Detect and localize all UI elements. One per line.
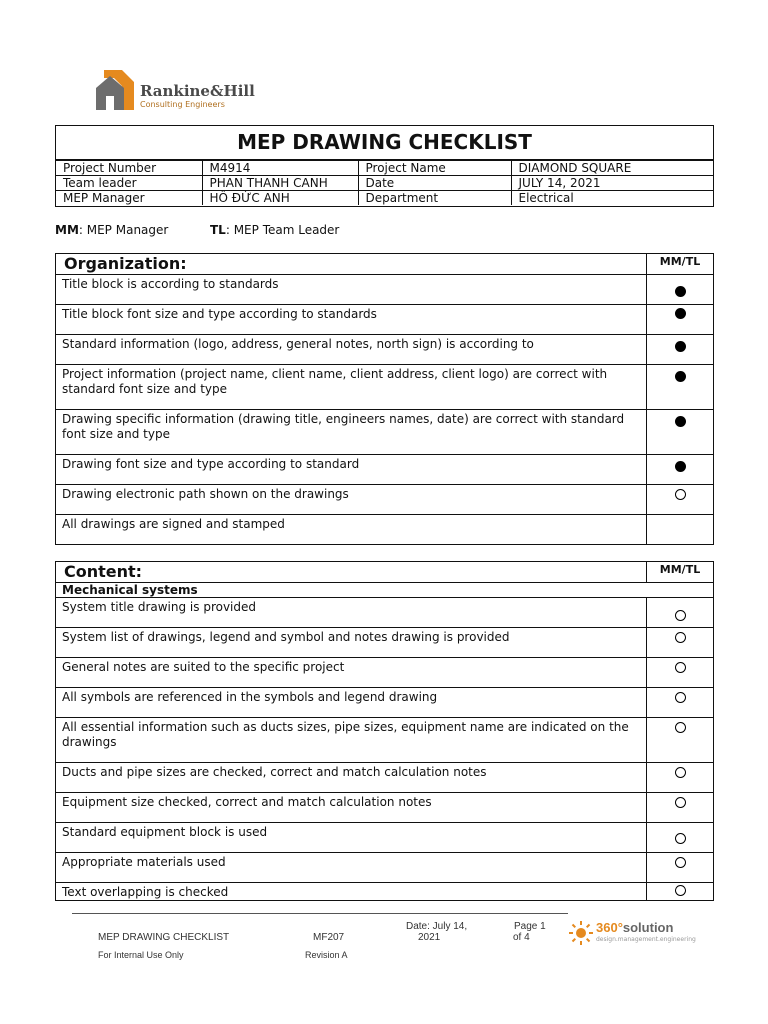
empty-circle-icon (675, 885, 686, 896)
content-header-row (56, 562, 714, 583)
footer-page-label: Page 1 (514, 921, 546, 932)
label-mep-manager: MEP Manager (56, 191, 202, 206)
role-legend (55, 223, 339, 237)
organization-table (55, 253, 714, 545)
legend-tl-text: : MEP Team Leader (225, 223, 340, 237)
footer-revision: Revision A (305, 950, 348, 960)
footer-page-of: of 4 (513, 932, 530, 943)
checklist-row (56, 515, 714, 545)
status-cell[interactable] (647, 718, 714, 763)
project-info-row (56, 161, 713, 176)
brand-word: solution (622, 920, 674, 935)
checklist-item-text: All essential information such as ducts sizes, pipe sizes, equipment name are indicated on the drawings (56, 718, 647, 763)
checklist-row (56, 305, 714, 335)
content-table (55, 561, 714, 901)
legend-tl-abbr: TL (210, 223, 226, 237)
footer-doc-title: MEP DRAWING CHECKLIST (98, 932, 230, 943)
empty-circle-icon (675, 833, 686, 844)
status-cell[interactable] (647, 455, 714, 485)
organization-title: Organization: (56, 254, 647, 275)
status-cell[interactable] (647, 853, 714, 883)
legend-mm-abbr: MM (55, 223, 79, 237)
label-project-name: Project Name (358, 161, 511, 176)
checklist-row (56, 275, 714, 305)
status-cell[interactable] (647, 883, 714, 901)
checklist-row (56, 598, 714, 628)
empty-circle-icon (675, 632, 686, 643)
status-cell[interactable] (647, 275, 714, 305)
empty-circle-icon (675, 722, 686, 733)
status-cell[interactable] (647, 823, 714, 853)
checklist-item-text: System list of drawings, legend and symbol and notes drawing is provided (56, 628, 647, 658)
checklist-row (56, 853, 714, 883)
status-cell[interactable] (647, 365, 714, 410)
solution-brand-tagline: design.management.engineering (596, 936, 696, 943)
checklist-row (56, 485, 714, 515)
checklist-item-text: Title block is according to standards (56, 275, 647, 305)
label-project-number: Project Number (56, 161, 202, 176)
empty-circle-icon (675, 692, 686, 703)
checklist-item-text: Project information (project name, client name, client address, client logo) are correct with standard font size and type (56, 365, 647, 410)
filled-circle-icon (675, 461, 686, 472)
status-cell[interactable] (647, 410, 714, 455)
value-mep-manager: HỒ ĐỨC ANH (202, 191, 358, 206)
checklist-item-text: General notes are suited to the specific project (56, 658, 647, 688)
checklist-item-text: All symbols are referenced in the symbols and legend drawing (56, 688, 647, 718)
checklist-row (56, 365, 714, 410)
checklist-row (56, 718, 714, 763)
label-date: Date (358, 176, 511, 191)
value-department: Electrical (511, 191, 713, 206)
filled-circle-icon (675, 341, 686, 352)
footer-date-label: Date: July 14, (406, 921, 468, 932)
checklist-row (56, 823, 714, 853)
project-info-table (56, 160, 713, 205)
company-tagline: Consulting Engineers (140, 100, 225, 109)
checklist-row (56, 335, 714, 365)
checklist-item-text: Equipment size checked, correct and match calculation notes (56, 793, 647, 823)
filled-circle-icon (675, 286, 686, 297)
checklist-item-text: System title drawing is provided (56, 598, 647, 628)
checklist-item-text: Ducts and pipe sizes are checked, correct and match calculation notes (56, 763, 647, 793)
house-logo-icon (96, 70, 136, 112)
footer-internal: For Internal Use Only (98, 950, 184, 960)
value-project-name: DIAMOND SQUARE (511, 161, 713, 176)
checklist-item-text: Title block font size and type according to standards (56, 305, 647, 335)
status-cell[interactable] (647, 515, 714, 545)
label-department: Department (358, 191, 511, 206)
company-name: Rankine&Hill (140, 82, 255, 100)
organization-header-row (56, 254, 714, 275)
checklist-row (56, 658, 714, 688)
subsection-row (56, 583, 714, 598)
brand-number: 360° (596, 920, 623, 935)
checklist-item-text: Appropriate materials used (56, 853, 647, 883)
status-cell[interactable] (647, 793, 714, 823)
organization-col-header: MM/TL (647, 254, 714, 275)
status-cell[interactable] (647, 688, 714, 718)
empty-circle-icon (675, 489, 686, 500)
checklist-row (56, 628, 714, 658)
status-cell[interactable] (647, 763, 714, 793)
checklist-item-text: Drawing electronic path shown on the drawings (56, 485, 647, 515)
checklist-item-text: Drawing font size and type according to standard (56, 455, 647, 485)
footer-divider (72, 913, 568, 914)
empty-circle-icon (675, 797, 686, 808)
empty-circle-icon (675, 662, 686, 673)
checklist-row (56, 688, 714, 718)
empty-circle-icon (675, 857, 686, 868)
solution-brand (566, 918, 706, 948)
checklist-item-text: Standard information (logo, address, general notes, north sign) is according to (56, 335, 647, 365)
solution-brand-name (596, 920, 673, 935)
filled-circle-icon (675, 371, 686, 382)
empty-circle-icon (675, 767, 686, 778)
checklist-header (55, 125, 714, 207)
checklist-item-text: Drawing specific information (drawing title, engineers names, date) are correct with standard font size and type (56, 410, 647, 455)
footer-date-year: 2021 (418, 932, 441, 943)
project-info-row (56, 176, 713, 191)
checklist-item-text: Standard equipment block is used (56, 823, 647, 853)
checklist-row (56, 793, 714, 823)
status-cell[interactable] (647, 598, 714, 628)
value-project-number: M4914 (202, 161, 358, 176)
status-cell[interactable] (647, 658, 714, 688)
footer-doc-code: MF207 (313, 932, 345, 943)
content-col-header: MM/TL (647, 562, 714, 583)
status-cell[interactable] (647, 305, 714, 335)
checklist-item-text: All drawings are signed and stamped (56, 515, 647, 545)
page-title: MEP DRAWING CHECKLIST (56, 126, 713, 160)
value-team-leader: PHAN THANH CANH (202, 176, 358, 191)
checklist-row (56, 883, 714, 901)
status-cell[interactable] (647, 628, 714, 658)
filled-circle-icon (675, 308, 686, 319)
empty-circle-icon (675, 610, 686, 621)
status-cell[interactable] (647, 335, 714, 365)
label-team-leader: Team leader (56, 176, 202, 191)
checklist-row (56, 455, 714, 485)
checklist-row (56, 410, 714, 455)
status-cell[interactable] (647, 485, 714, 515)
legend-mm-text: : MEP Manager (78, 223, 169, 237)
project-info-row (56, 191, 713, 206)
filled-circle-icon (675, 416, 686, 427)
subsection-mechanical: Mechanical systems (56, 583, 714, 598)
company-logo (96, 70, 256, 114)
value-date: JULY 14, 2021 (511, 176, 713, 191)
checklist-item-text: Text overlapping is checked (56, 883, 647, 901)
sun-logo-icon (568, 920, 594, 946)
checklist-row (56, 763, 714, 793)
content-title: Content: (56, 562, 647, 583)
